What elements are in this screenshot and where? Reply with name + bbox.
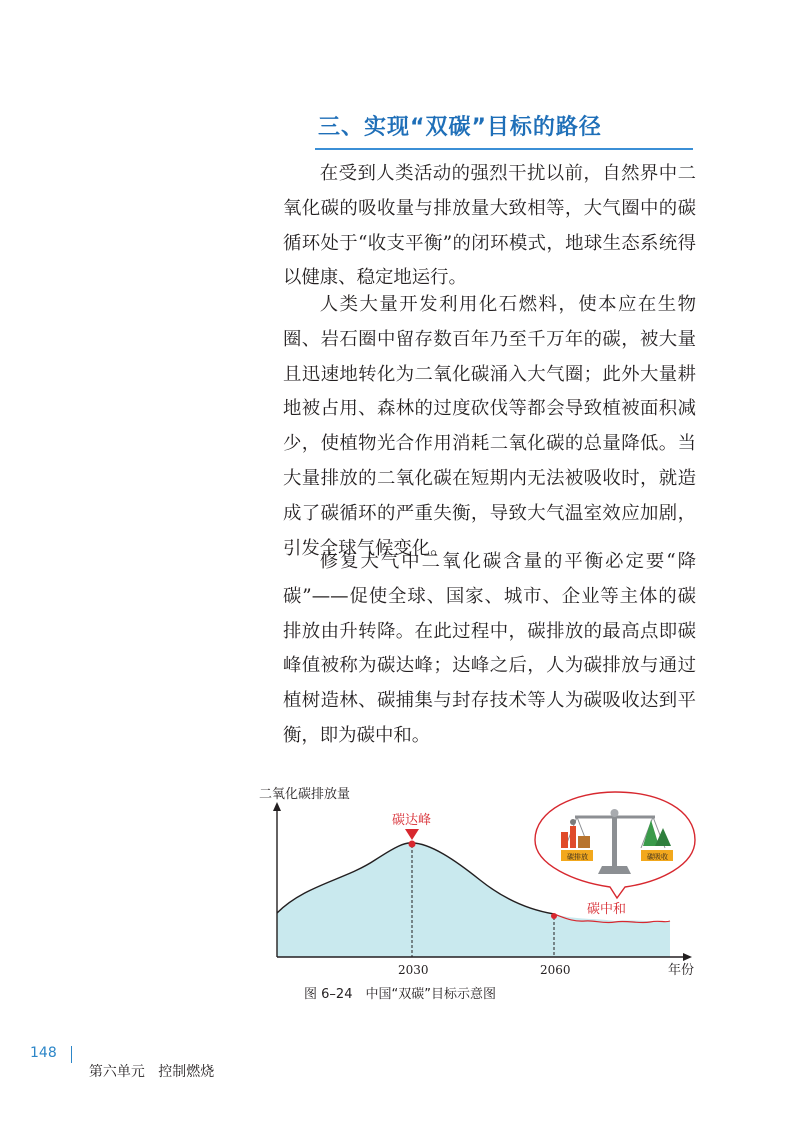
paragraph-1: 在受到人类活动的强烈干扰以前，自然界中二氧化碳的吸收量与排放量大致相等，大气圈中的碳循环处于“收支平衡”的闭环模式，地球生态系统得以健康、稳定地运行。: [283, 163, 696, 289]
scale-right-label: 碳吸收: [647, 853, 668, 861]
footer-unit: 第六单元: [88, 1064, 145, 1080]
title-underline: [315, 148, 693, 150]
x-tick-2060: 2060: [540, 963, 571, 977]
paragraph-2: 人类大量开发利用化石燃料，使本应在生物圈、岩石圈中留存数百年乃至千万年的碳，被大量且迅速地转化为二氧化碳涌入大气圈；此外大量耕地被占用、森林的过度砍伐等都会导致植被面积减少，使植物光合作用消耗二氧化碳的总量降低。当大量排放的二氧化碳在短期内无法被吸收时，就造成了碳循环的严重失衡，导致大气温室效应加剧，引发全球气候变化。: [283, 294, 696, 559]
section-title: 三、实现“双碳”目标的路径: [318, 115, 602, 140]
neutral-label: 碳中和: [587, 902, 627, 917]
neutral-dot: [551, 913, 557, 919]
footer-topic: 控制燃烧: [158, 1064, 215, 1080]
footer-divider: [71, 1046, 72, 1063]
x-tick-2030: 2030: [398, 963, 429, 977]
x-axis-label: 年份: [668, 963, 695, 978]
figure-caption: 图 6–24 中国“双碳”目标示意图: [304, 987, 496, 1002]
y-axis-arrow: [273, 802, 281, 811]
x-axis-arrow: [683, 953, 692, 961]
footer-title: [80, 1045, 214, 1081]
peak-dot: [409, 841, 416, 848]
scale-left-label: 碳排放: [567, 853, 588, 861]
peak-arrow: [405, 829, 419, 840]
y-axis-label: 二氧化碳排放量: [259, 787, 351, 802]
peak-label: 碳达峰: [392, 813, 432, 828]
page-number: 148: [30, 1045, 57, 1061]
paragraph-3: 修复大气中二氧化碳含量的平衡必定要“降碳”——促使全球、国家、城市、企业等主体的碳排放由升转降。在此过程中，碳排放的最高点即碳峰值被称为碳达峰；达峰之后，人为碳排放与通过植树造林、碳捕集与封存技术等人为碳吸收达到平衡，即为碳中和。: [283, 551, 696, 746]
carbon-emission-diagram: [255, 780, 715, 1010]
